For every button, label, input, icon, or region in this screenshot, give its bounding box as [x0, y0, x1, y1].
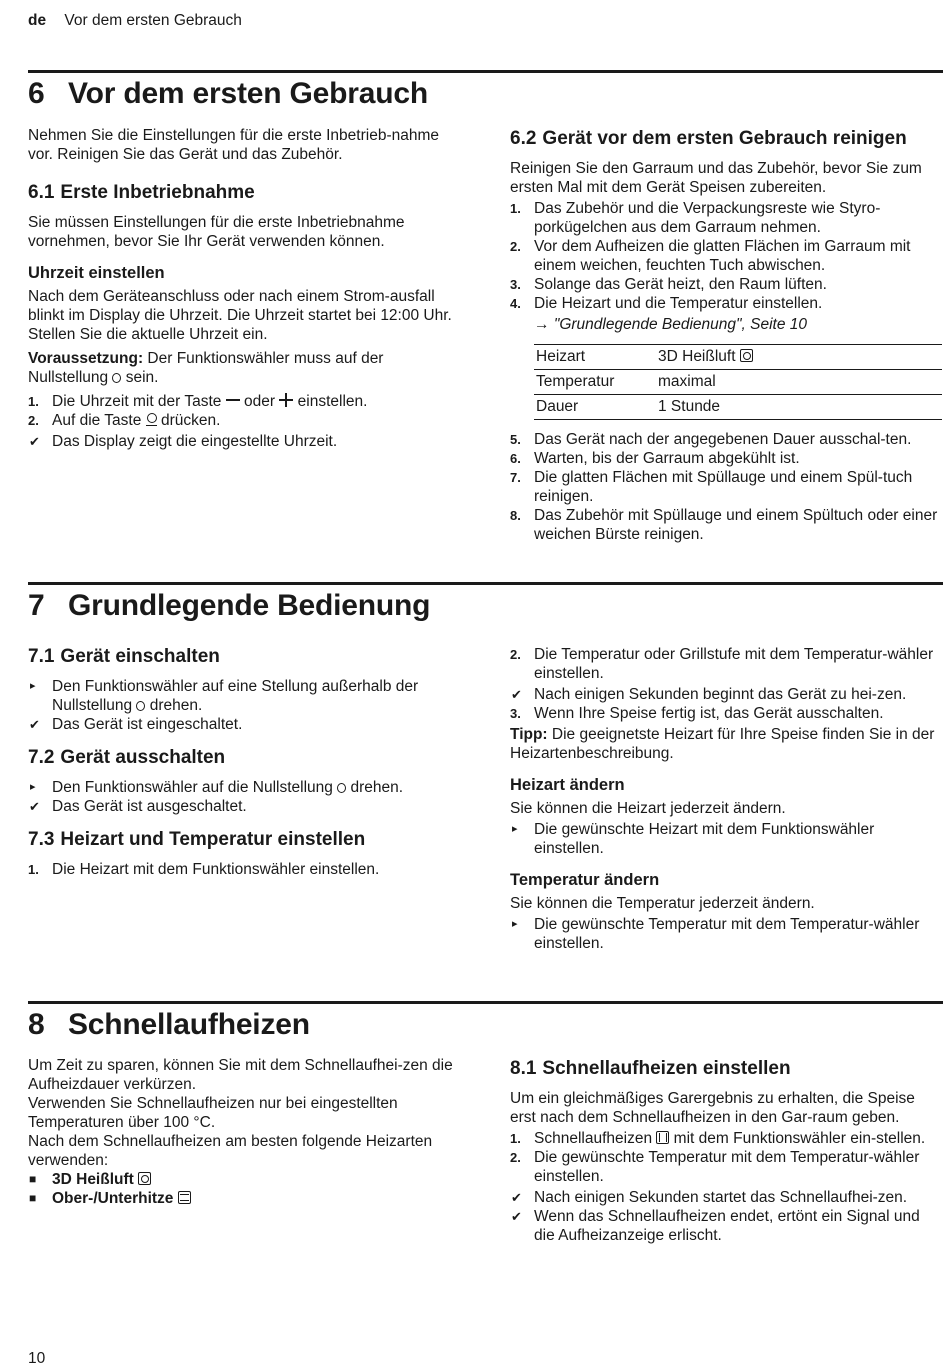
plus-icon	[279, 393, 293, 407]
top-bottom-heat-icon	[178, 1191, 191, 1204]
schnell-p1: Um Zeit zu sparen, können Sie mit dem Schnellaufhei-zen die Aufheizdauer verkürzen.	[28, 1057, 453, 1093]
step: 4. Die Heizart und die Temperatur einstellen.	[510, 295, 823, 312]
chapter-8-rule	[28, 1001, 943, 1004]
section-8-1-text: Um ein gleichmäßiges Garergebnis zu erhalten, die Speise erst nach dem Schnellaufheizen in den Gar-raum geben.	[510, 1090, 915, 1126]
schnell-p3: Nach dem Schnellaufheizen am besten folgende Heizarten verwenden:	[28, 1133, 433, 1169]
heizart-aendern-title: Heizart ändern	[510, 776, 625, 794]
section-7-2-title: 7.2 Gerät ausschalten	[28, 747, 226, 768]
page-number: 10	[28, 1350, 46, 1367]
step: 1. Schnellaufheizen mit dem Funktionswähler ein-stellen.	[510, 1130, 926, 1147]
requirement: Voraussetzung: Der Funktionswähler muss auf der Nullstellung sein.	[28, 350, 384, 386]
schnell-p2: Verwenden Sie Schnellaufheizen nur bei eingestellten Temperaturen über 100 °C.	[28, 1095, 398, 1131]
instruction: ▸ Die gewünschte Temperatur mit dem Temperatur-wähler einstellen.	[512, 916, 920, 952]
step: 3. Wenn Ihre Speise fertig ist, das Gerät ausschalten.	[510, 705, 884, 722]
chapter-7-right-column	[510, 645, 942, 953]
step: 8. Das Zubehör mit Spüllauge und einem Spültuch oder einer weichen Bürste reinigen.	[510, 507, 938, 543]
language-code: de	[28, 12, 47, 29]
step: 1. Das Zubehör und die Verpackungsreste wie Styro-porkügelchen aus dem Garraum nehmen.	[510, 200, 881, 236]
result: ✔ Nach einigen Sekunden startet das Schnellaufhei-zen.	[511, 1189, 908, 1206]
clock-icon	[146, 413, 157, 426]
step: 2. Auf die Taste drücken.	[28, 412, 221, 429]
section-6-1-title: 6.1 Erste Inbetriebnahme	[28, 182, 255, 203]
step: 2. Die gewünschte Temperatur mit dem Temperatur-wähler einstellen.	[510, 1149, 920, 1185]
running-header-title: Vor dem ersten Gebrauch	[64, 12, 242, 29]
step: 1. Die Uhrzeit mit der Taste oder einstellen.	[28, 393, 368, 410]
step: 6. Warten, bis der Garraum abgekühlt ist.	[510, 450, 800, 467]
heizart-steps-continued	[510, 645, 942, 683]
step: 5. Das Gerät nach der angegebenen Dauer ausschal-ten.	[510, 431, 912, 448]
section-6-2-text: Reinigen Sie den Garraum und das Zubehör, bevor Sie zum ersten Mal mit dem Gerät Speisen zubereiten.	[510, 160, 922, 196]
instruction: ▸ Die gewünschte Heizart mit dem Funktionswähler einstellen.	[512, 821, 875, 857]
chapter-6-left-column	[28, 126, 458, 451]
chapter-8-left-column	[28, 1056, 458, 1208]
list-item: ■ Ober-/Unterhitze	[28, 1189, 458, 1208]
result: ✔ Das Display zeigt die eingestellte Uhrzeit.	[29, 433, 338, 450]
result: ✔ Das Gerät ist eingeschaltet.	[29, 716, 243, 733]
section-7-3-title: 7.3 Heizart und Temperatur einstellen	[28, 829, 366, 850]
chapter-6-right-column	[510, 128, 942, 546]
result: ✔ Nach einigen Sekunden beginnt das Gerät zu hei-zen.	[511, 686, 907, 703]
cross-reference: → "Grundlegende Bedienung", Seite 10	[534, 316, 807, 333]
section-6-2-title: 6.2 Gerät vor dem ersten Gebrauch reinigen	[510, 128, 907, 149]
zero-position-icon	[337, 783, 346, 793]
heizart-steps-continued	[510, 704, 942, 723]
temperatur-aendern-title: Temperatur ändern	[510, 871, 660, 889]
step: 2. Die Temperatur oder Grillstufe mit dem Temperatur-wähler einstellen.	[510, 646, 934, 682]
chapter-6-title: 6 Vor dem ersten Gebrauch	[28, 77, 428, 110]
section-7-1-title: 7.1 Gerät einschalten	[28, 646, 220, 667]
fan-heat-icon	[138, 1172, 151, 1185]
step: 1. Die Heizart mit dem Funktionswähler einstellen.	[28, 861, 380, 878]
heizart-steps	[28, 860, 458, 879]
chapter-8-title: 8 Schnellaufheizen	[28, 1008, 310, 1041]
running-header	[28, 12, 242, 30]
list-item: ■ 3D Heißluft	[28, 1170, 458, 1189]
uhrzeit-steps	[28, 392, 458, 430]
chapter-7-title: 7 Grundlegende Bedienung	[28, 589, 431, 622]
result: ✔ Wenn das Schnellaufheizen endet, ertönt ein Signal und die Aufheizanzeige erlischt.	[511, 1208, 920, 1244]
table-row: Temperatur maximal	[534, 370, 942, 395]
temperatur-aendern-text: Sie können die Temperatur jederzeit ändern.	[510, 895, 815, 912]
uhrzeit-title: Uhrzeit einstellen	[28, 264, 165, 282]
instruction: ▸ Den Funktionswähler auf eine Stellung außerhalb der Nullstellung drehen.	[30, 678, 419, 714]
table-row: Dauer 1 Stunde	[534, 395, 942, 420]
instruction: ▸ Den Funktionswähler auf die Nullstellung drehen.	[30, 779, 404, 796]
quick-heat-icon	[656, 1131, 669, 1144]
chapter-7-rule	[28, 582, 943, 585]
result: ✔ Das Gerät ist ausgeschaltet.	[29, 798, 247, 815]
schnell-steps	[510, 1129, 942, 1186]
chapter-7-left-column	[28, 646, 458, 881]
cleaning-steps-a	[510, 199, 942, 313]
cleaning-steps-b	[510, 430, 942, 544]
step: 3. Solange das Gerät heizt, den Raum lüften.	[510, 276, 827, 293]
table-row: Heizart 3D Heißluft	[534, 345, 942, 370]
step: 2. Vor dem Aufheizen die glatten Flächen im Garraum mit einem weichen, feuchten Tuch abwischen.	[510, 238, 911, 274]
uhrzeit-text: Nach dem Geräteanschluss oder nach einem Strom-ausfall blinkt im Display die Uhrzeit. Die Uhrzeit startet bei 12:00 Uhr. Stellen Sie die aktuelle Uhrzeit ein.	[28, 288, 452, 343]
chapter-8-right-column	[510, 1058, 942, 1245]
section-6-1-text: Sie müssen Einstellungen für die erste Inbetriebnahme vornehmen, bevor Sie Ihr Gerät verwenden können.	[28, 214, 405, 250]
step: 7. Die glatten Flächen mit Spüllauge und einem Spül-tuch reinigen.	[510, 469, 913, 505]
section-8-1-title: 8.1 Schnellaufheizen einstellen	[510, 1058, 791, 1079]
minus-icon	[226, 393, 240, 407]
fan-heat-icon	[740, 349, 753, 362]
tip: Tipp: Die geeignetste Heizart für Ihre Speise finden Sie in der Heizartenbeschreibung.	[510, 726, 935, 762]
heizart-aendern-text: Sie können die Heizart jederzeit ändern.	[510, 800, 786, 817]
settings-table	[534, 344, 942, 420]
chapter-6-intro: Nehmen Sie die Einstellungen für die erste Inbetrieb-nahme vor. Reinigen Sie das Gerät und das Zubehör.	[28, 127, 439, 163]
chapter-6-rule	[28, 70, 943, 73]
